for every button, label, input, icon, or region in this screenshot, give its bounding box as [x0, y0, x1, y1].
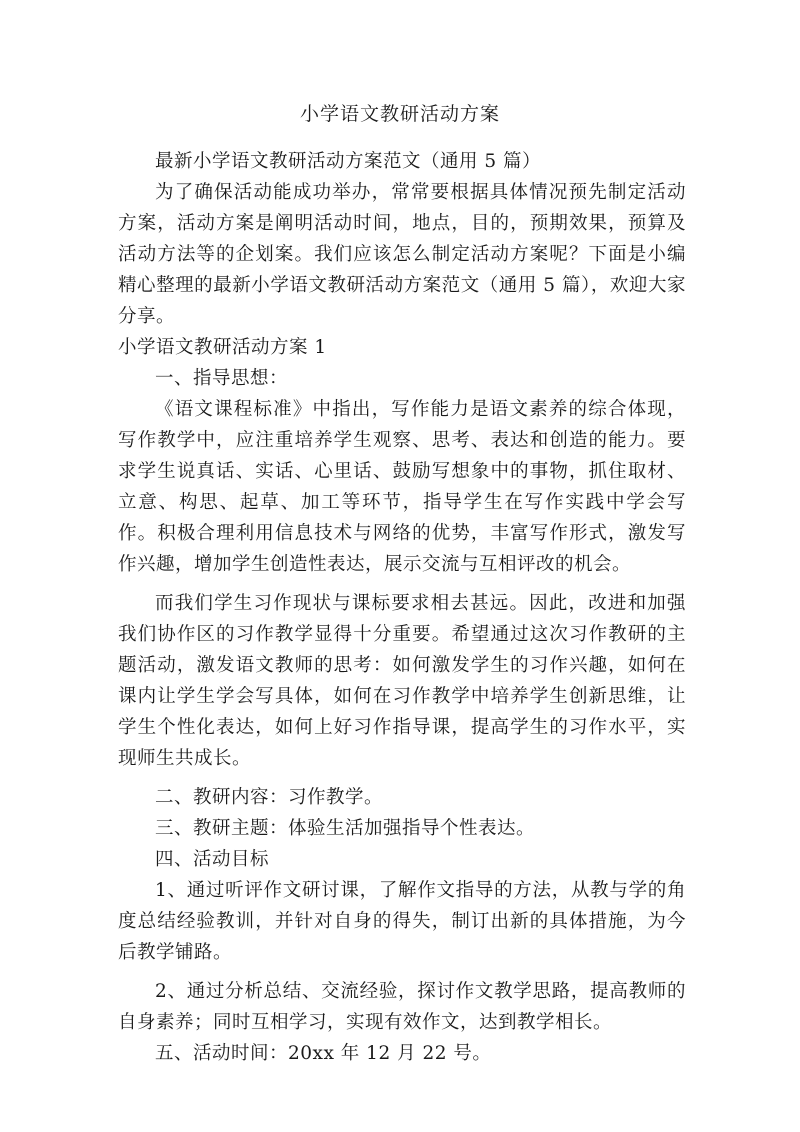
paragraph-curriculum: 《语文课程标准》中指出，写作能力是语文素养的综合体现，写作教学中，应注重培养学生观察、思考、表达和创造的能力。要求学生说真话、实话、心里话、鼓励写想象中的事物，抓住取材、立意、构思、起草、加工等环节，指导学生在写作实践中学会写作。积极合理利用信息技术与网络的优势，丰富写作形式，激发写作兴趣，增加学生创造性表达，展示交流与互相评改的机会。	[118, 399, 686, 575]
document-body	[118, 146, 686, 1069]
heading-activity-goals: 四、活动目标	[155, 849, 270, 870]
document-subtitle: 最新小学语文教研活动方案范文（通用 5 篇）	[155, 151, 542, 172]
intro-paragraph: 为了确保活动能成功举办，常常要根据具体情况预先制定活动方案，活动方案是阐明活动时间，地点，目的，预期效果，预算及活动方法等的企划案。我们应该怎么制定活动方案呢？下面是小编精心整理的最新小学语文教研活动方案范文（通用 5 篇），欢迎大家分享。	[118, 182, 686, 327]
goal-item-2: 2、通过分析总结、交流经验，探讨作文教学思路，提高教师的自身素养；同时互相学习，实现有效作文，达到教学相长。	[118, 981, 686, 1033]
heading-research-theme: 三、教研主题：体验生活加强指导个性表达。	[155, 818, 536, 839]
heading-guiding-ideology: 一、指导思想：	[155, 368, 289, 389]
heading-activity-time: 五、活动时间：20xx 年 12 月 22 号。	[155, 1043, 492, 1064]
heading-research-content: 二、教研内容：习作教学。	[155, 787, 384, 808]
page-title: 小学语文教研活动方案	[299, 103, 500, 125]
section-heading: 小学语文教研活动方案 1	[118, 337, 327, 358]
paragraph-current-status: 而我们学生习作现状与课标要求相去甚远。因此，改进和加强我们协作区的习作教学显得十分重要。希望通过这次习作教研的主题活动，激发语文教师的思考：如何激发学生的习作兴趣，如何在课内让学生学会写具体，如何在习作教学中培养学生创新思维，让学生个性化表达，如何上好习作指导课，提高学生的习作水平，实现师生共成长。	[118, 593, 686, 769]
goal-item-1: 1、通过听评作文研讨课，了解作文指导的方法，从教与学的角度总结经验教训，并针对自身的得失，制订出新的具体措施，为今后教学铺路。	[118, 880, 686, 963]
